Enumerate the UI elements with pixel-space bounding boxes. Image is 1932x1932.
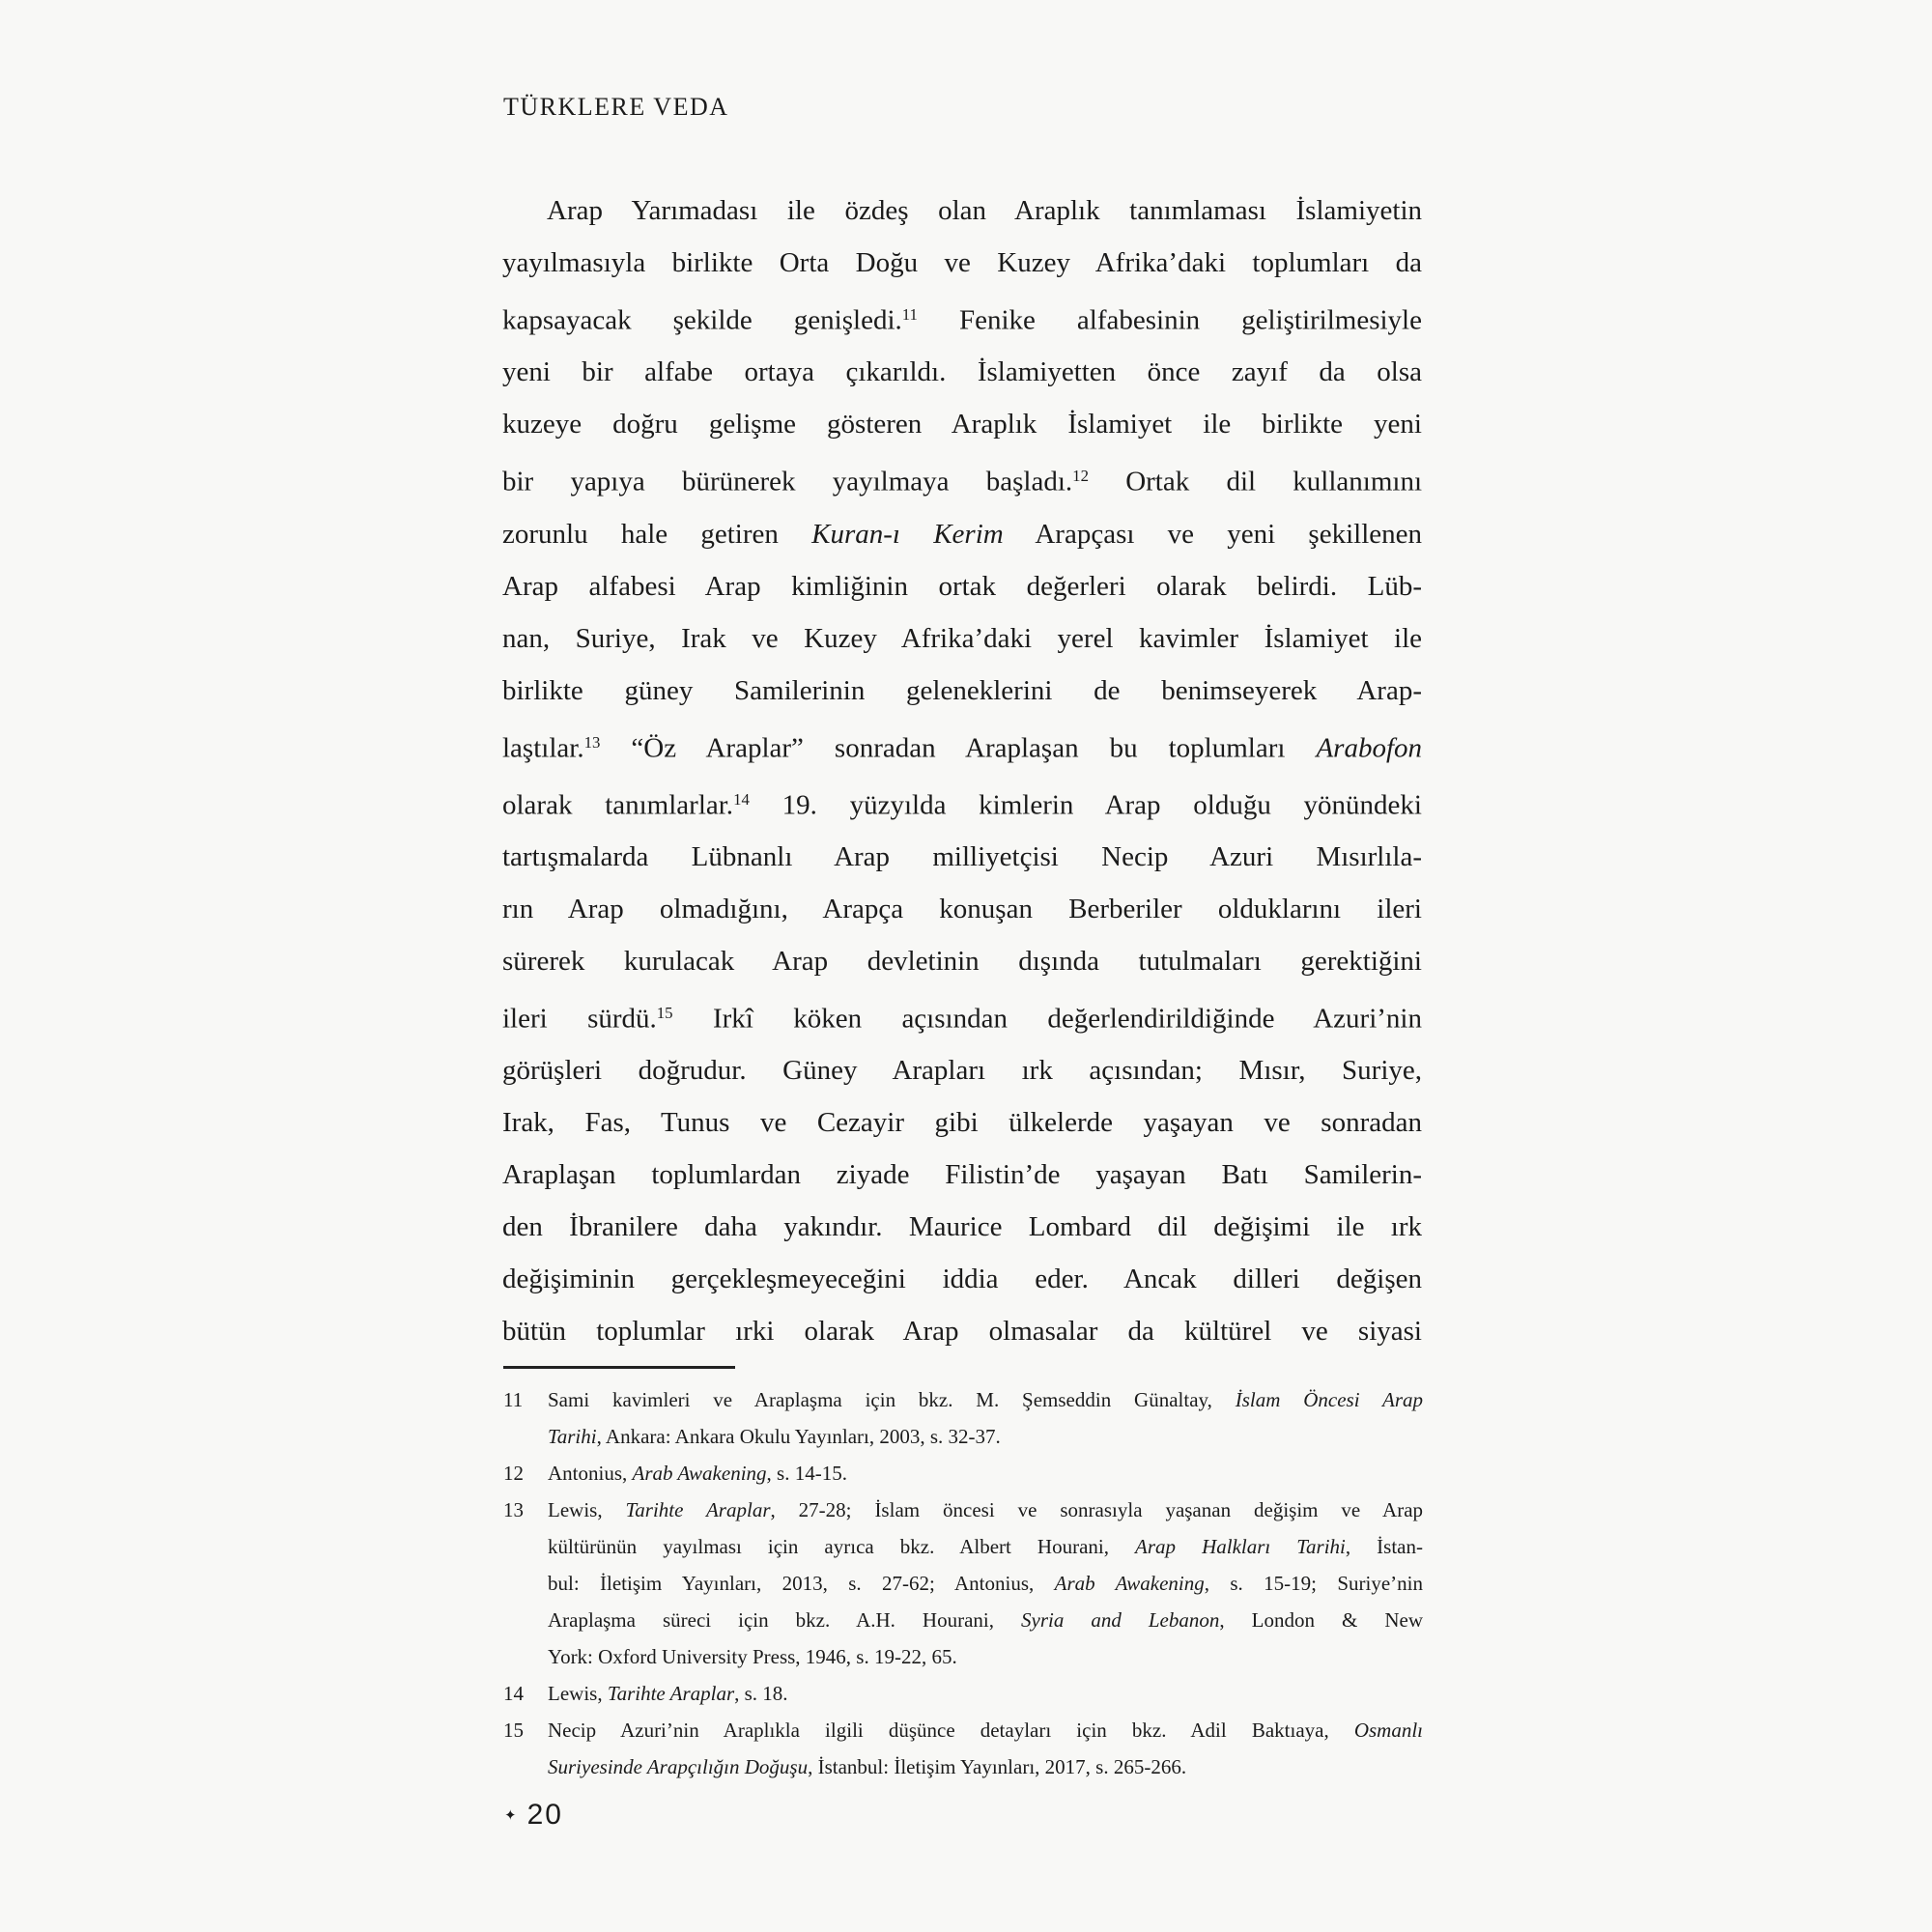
footnote-number-spacer (503, 1638, 548, 1675)
text-run: kültürünün yayılması için ayrıca bkz. Albert Hourani, (548, 1535, 1136, 1558)
text-run: , İstan- (1345, 1535, 1423, 1558)
text-run: Arapçası ve yeni şekillenen (1003, 518, 1423, 550)
body-text (502, 185, 1422, 1357)
body-line (502, 289, 1422, 346)
text-run: sürerek kurulacak Arap devletinin dışında tutulmaları gerektiğini (502, 946, 1422, 977)
footnote-text (548, 1492, 1423, 1528)
footnote-text (548, 1565, 1423, 1602)
italic-text: Kuran-ı Kerim (811, 518, 1004, 550)
footnote-text (548, 1455, 1423, 1492)
footnote-line (503, 1381, 1423, 1418)
text-run: kuzeye doğru gelişme gösteren Araplık İslamiyet ile birlikte yeni (502, 409, 1422, 440)
running-header: TÜRKLERE VEDA (503, 93, 729, 121)
body-line (502, 1305, 1422, 1357)
text-run: , s. 18. (734, 1682, 788, 1705)
footnote-line (503, 1418, 1423, 1455)
text-run: Arap Yarımadası ile özdeş olan Araplık tanımlaması İslamiyetin (547, 195, 1422, 226)
footnote-number: 13 (503, 1498, 524, 1521)
body-line (502, 1253, 1422, 1305)
page-number-row (504, 1799, 563, 1832)
body-line (502, 831, 1422, 883)
footnote-ref: 12 (1072, 467, 1089, 486)
text-run: Necip Azuri’nin Araplıkla ilgili düşünce detayları için bkz. Adil Baktıaya, (548, 1719, 1354, 1742)
text-run: bul: İletişim Yayınları, 2013, s. 27-62; Antonius, (548, 1572, 1055, 1595)
text-run: nan, Suriye, Irak ve Kuzey Afrika’daki yerel kavimler İslamiyet ile (502, 622, 1422, 654)
italic-text: Syria and Lebanon (1021, 1608, 1220, 1632)
italic-text: Tarihte Araplar (625, 1498, 771, 1521)
text-run: yeni bir alfabe ortaya çıkarıldı. İslamiyetten önce zayıf da olsa (502, 356, 1422, 388)
footnote-text (548, 1675, 1423, 1712)
text-run: Araplaşma süreci için bkz. A.H. Hourani, (548, 1608, 1022, 1632)
text-run: birlikte güney Samilerinin geleneklerini de benimseyerek Arap- (502, 674, 1422, 706)
text-run: görüşleri doğrudur. Güney Arapları ırk açısından; Mısır, Suriye, (502, 1055, 1422, 1087)
footnote-number-spacer (503, 1418, 548, 1455)
footnote-line (503, 1528, 1423, 1565)
text-run: Araplaşan toplumlardan ziyade Filistin’de yaşayan Batı Samilerin- (502, 1159, 1422, 1191)
italic-text: Osmanlı (1353, 1719, 1423, 1742)
italic-text: Arap Halkları Tarihi (1135, 1535, 1346, 1558)
body-line (502, 508, 1422, 560)
italic-text: Tarihte Araplar (607, 1682, 735, 1705)
text-run: Lewis, (548, 1498, 626, 1521)
footnote-text (548, 1602, 1423, 1638)
text-run: Sami kavimleri ve Araplaşma için bkz. M. Şemseddin Günaltay, (548, 1388, 1236, 1411)
text-run: , Ankara: Ankara Okulu Yayınları, 2003, s. 32-37. (596, 1425, 1001, 1448)
text-run: kapsayacak şekilde genişledi. (502, 304, 902, 336)
body-line (502, 1149, 1422, 1201)
footnote-ref: 11 (901, 305, 918, 324)
text-run: bir yapıya bürünerek yayılmaya başladı. (502, 466, 1073, 497)
text-run: den İbranilere daha yakındır. Maurice Lombard dil değişimi ile ırk (502, 1211, 1422, 1243)
footnote-ref: 13 (583, 732, 601, 752)
footnote-line (503, 1565, 1423, 1602)
text-run: Ortak dil kullanımını (1088, 466, 1422, 497)
text-run: değişiminin gerçekleşmeyeceğini iddia eder. Ancak dilleri değişen (502, 1264, 1422, 1295)
body-line (502, 1096, 1422, 1149)
footnote-number: 15 (503, 1719, 524, 1742)
body-line (502, 1201, 1422, 1253)
body-line (502, 612, 1422, 665)
text-run: bütün toplumlar ırki olarak Arap olmasalar da kültürel ve siyasi (502, 1316, 1422, 1348)
italic-text: Tarihi (548, 1425, 597, 1448)
footnote-number-spacer (503, 1602, 548, 1638)
footnotes (503, 1381, 1423, 1785)
text-run: , s. 15-19; Suriye’nin (1204, 1572, 1423, 1595)
text-run: York: Oxford University Press, 1946, s. 19-22, 65. (548, 1645, 957, 1668)
footnote-text (548, 1748, 1423, 1785)
footnote-number: 12 (503, 1462, 524, 1485)
text-run: , s. 14-15. (766, 1462, 847, 1485)
body-line (502, 450, 1422, 507)
text-run: Irak, Fas, Tunus ve Cezayir gibi ülkelerde yaşayan ve sonradan (502, 1107, 1422, 1139)
text-run: Irkî köken açısından değerlendirildiğinde Azuri’nin (672, 1003, 1422, 1035)
italic-text: Arab Awakening (632, 1462, 767, 1485)
text-run: zorunlu hale getiren (502, 518, 812, 550)
footnote-number-spacer (503, 1748, 548, 1785)
text-run: tartışmalarda Lübnanlı Arap milliyetçisi Necip Azuri Mısırlıla- (502, 841, 1422, 872)
footnote-ref: 14 (733, 789, 750, 809)
body-line (502, 665, 1422, 717)
footnote-text (548, 1418, 1423, 1455)
footnote-text (548, 1712, 1423, 1748)
body-line (502, 237, 1422, 289)
italic-text: Suriyesinde Arapçılığın Doğuşu (548, 1755, 809, 1778)
text-run: Lewis, (548, 1682, 608, 1705)
footnote-rule (503, 1366, 735, 1369)
text-run: , İstanbul: İletişim Yayınları, 2017, s. 265-266. (808, 1755, 1187, 1778)
footnote-line (503, 1638, 1423, 1675)
footnote-text (548, 1528, 1423, 1565)
body-line (502, 185, 1422, 237)
text-run: Fenike alfabesinin geliştirilmesiyle (917, 304, 1422, 336)
body-line (502, 883, 1422, 935)
body-line (502, 560, 1422, 612)
footnote-number-spacer (503, 1565, 548, 1602)
text-run: yayılmasıyla birlikte Orta Doğu ve Kuzey Afrika’daki toplumları da (502, 247, 1422, 278)
text-run: Arap alfabesi Arap kimliğinin ortak değerleri olarak belirdi. Lüb- (502, 570, 1422, 602)
text-run: , 27-28; İslam öncesi ve sonrasıyla yaşanan değişim ve Arap (770, 1498, 1424, 1521)
diamond-icon: ✦ (504, 1807, 517, 1824)
text-run: rın Arap olmadığını, Arapça konuşan Berberiler olduklarını ileri (502, 894, 1422, 924)
body-line (502, 346, 1422, 398)
footnote-number-spacer (503, 1528, 548, 1565)
body-line (502, 935, 1422, 987)
body-line (502, 717, 1422, 774)
footnote-number: 11 (503, 1388, 524, 1411)
footnote-line (503, 1748, 1423, 1785)
text-run: , London & New (1219, 1608, 1424, 1632)
text-run: laştılar. (502, 731, 584, 763)
footnote-text (548, 1381, 1423, 1418)
page-number: 20 (526, 1799, 563, 1831)
footnote-ref: 15 (656, 1004, 673, 1022)
body-line (502, 987, 1422, 1044)
footnote-line (503, 1602, 1423, 1638)
text-run: Antonius, (548, 1462, 633, 1485)
footnote-line (503, 1712, 1423, 1748)
text-run: ileri sürdü. (502, 1003, 657, 1035)
text-run: 19. yüzyılda kimlerin Arap olduğu yönündeki (749, 789, 1422, 820)
footnote-number: 14 (503, 1682, 524, 1705)
footnote-text (548, 1638, 1423, 1675)
italic-text: Arabofon (1316, 731, 1422, 763)
text-run: “Öz Araplar” sonradan Araplaşan bu toplumları (600, 731, 1317, 763)
italic-text: Arab Awakening (1054, 1572, 1205, 1595)
italic-text: İslam Öncesi Arap (1235, 1388, 1423, 1411)
footnote-line (503, 1675, 1423, 1712)
body-line (502, 774, 1422, 831)
footnote-line (503, 1492, 1423, 1528)
body-line (502, 398, 1422, 450)
body-line (502, 1044, 1422, 1096)
footnote-line (503, 1455, 1423, 1492)
text-run: olarak tanımlarlar. (502, 789, 734, 820)
